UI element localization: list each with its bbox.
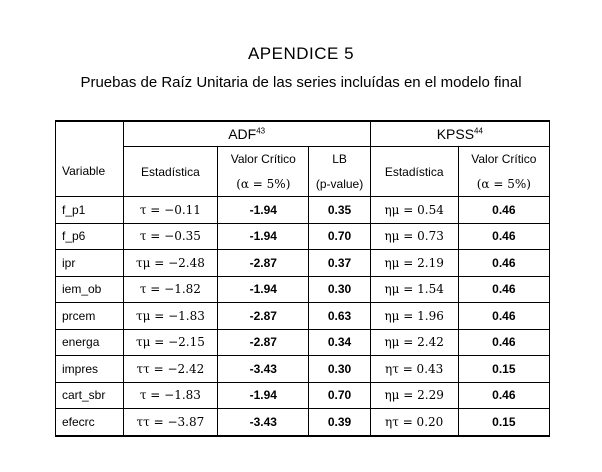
table-row [56,409,550,436]
cell-lb: 0.39 [309,409,370,436]
cell-kpss-crit: 0.46 [458,197,549,224]
cell-adf-crit: -2.87 [218,250,309,277]
cell-variable: ipr [56,250,124,277]
col-kpss-crit-sub: (α = 5%) [458,171,549,197]
cell-lb: 0.37 [309,250,370,277]
cell-kpss-stat: ημ = 1.96 [370,303,458,330]
table-row [56,223,550,250]
col-adf-stat: Estadística [123,147,218,197]
cell-lb: 0.30 [309,356,370,383]
cell-kpss-stat: ημ = 1.54 [370,276,458,303]
cell-variable: prcem [56,303,124,330]
table-row [56,197,550,224]
cell-variable: cart_sbr [56,382,124,409]
cell-variable: impres [56,356,124,383]
col-variable: Variable [56,147,124,197]
cell-variable: f_p6 [56,223,124,250]
unit-root-table [55,120,550,437]
cell-variable: efecrc [56,409,124,436]
table-row [56,329,550,356]
cell-variable: energa [56,329,124,356]
col-lb-sub: (p-value) [309,171,370,197]
cell-lb: 0.63 [309,303,370,330]
cell-adf-crit: -1.94 [218,276,309,303]
cell-lb: 0.34 [309,329,370,356]
table-row [56,250,550,277]
cell-adf-crit: -2.87 [218,329,309,356]
kpss-group-header: KPSS$^{44}$ [370,121,549,147]
col-adf-crit: Valor Crítico [218,147,309,172]
cell-adf-crit: -1.94 [218,382,309,409]
cell-kpss-stat: ημ = 2.19 [370,250,458,277]
corner-cell [56,121,124,147]
cell-kpss-crit: 0.46 [458,223,549,250]
cell-kpss-crit: 0.15 [458,409,549,436]
cell-lb: 0.70 [309,223,370,250]
cell-kpss-stat: ημ = 0.54 [370,197,458,224]
cell-adf-stat: τ = −0.11 [123,197,218,224]
cell-adf-crit: -3.43 [218,409,309,436]
col-adf-crit-sub: (α = 5%) [218,171,309,197]
col-lb: LB [309,147,370,172]
cell-kpss-crit: 0.46 [458,276,549,303]
cell-kpss-crit: 0.46 [458,382,549,409]
cell-adf-stat: ττ = −3.87 [123,409,218,436]
cell-kpss-stat: ημ = 2.29 [370,382,458,409]
appendix-title: APENDICE 5 [247,44,355,63]
table-row [56,382,550,409]
cell-kpss-crit: 0.46 [458,250,549,277]
adf-group-header: ADF$^{43}$ [123,121,370,147]
cell-adf-crit: -1.94 [218,223,309,250]
cell-lb: 0.35 [309,197,370,224]
cell-adf-stat: τ = −1.82 [123,276,218,303]
table-row [56,303,550,330]
cell-lb: 0.70 [309,382,370,409]
cell-lb: 0.30 [309,276,370,303]
cell-kpss-stat: ημ = 2.42 [370,329,458,356]
col-kpss-stat: Estadística [370,147,458,197]
cell-adf-stat: τμ = −2.48 [123,250,218,277]
cell-kpss-stat: ητ = 0.43 [370,356,458,383]
table-row [56,276,550,303]
col-kpss-crit: Valor Crítico [458,147,549,172]
group-header-row [56,121,550,147]
cell-variable: f_p1 [56,197,124,224]
cell-kpss-crit: 0.15 [458,356,549,383]
cell-adf-crit: -3.43 [218,356,309,383]
cell-kpss-crit: 0.46 [458,303,549,330]
cell-adf-stat: τμ = −1.83 [123,303,218,330]
table-row [56,356,550,383]
cell-variable: iem_ob [56,276,124,303]
cell-adf-stat: τ = −1.83 [123,382,218,409]
cell-kpss-stat: ητ = 0.20 [370,409,458,436]
cell-adf-stat: ττ = −2.42 [123,356,218,383]
cell-adf-stat: τ = −0.35 [123,223,218,250]
column-header-row [56,147,550,172]
cell-kpss-crit: 0.46 [458,329,549,356]
cell-adf-crit: -1.94 [218,197,309,224]
cell-adf-stat: τμ = −2.15 [123,329,218,356]
cell-kpss-stat: ημ = 0.73 [370,223,458,250]
cell-adf-crit: -2.87 [218,303,309,330]
appendix-subtitle: Pruebas de Raíz Unitaria de las series incluídas en el modelo final [80,74,522,91]
